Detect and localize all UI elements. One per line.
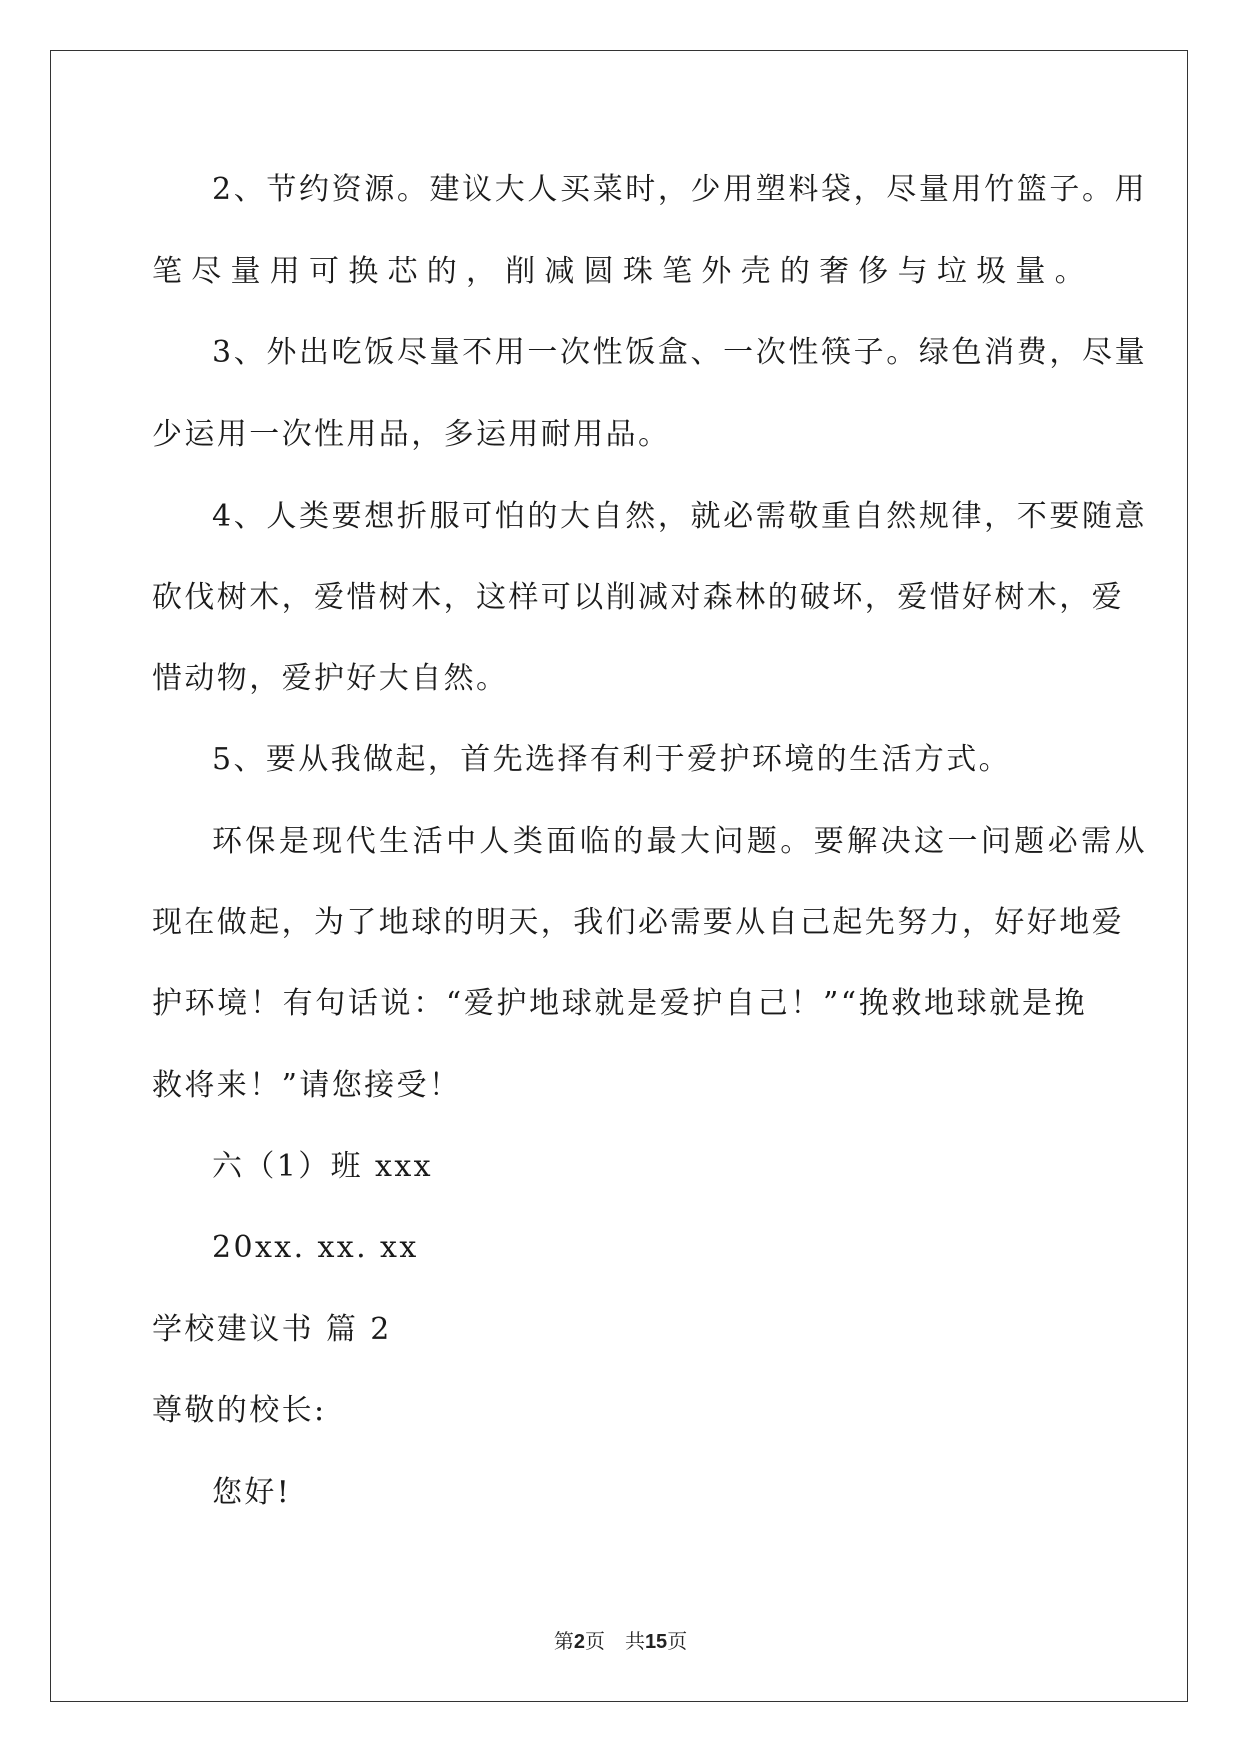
page-number: 2 [573, 1631, 585, 1653]
paragraph-line: 现在做起，为了地球的明天，我们必需要从自己起先努力，好好地爱 [152, 905, 1124, 940]
total-prefix: 共 [624, 1629, 645, 1653]
signature-class: 六（1）班 xxx [212, 1149, 433, 1184]
salutation: 尊敬的校长: [152, 1393, 327, 1428]
page-prefix: 第 [553, 1629, 574, 1653]
paragraph-line: 护环境！有句话说：“爱护地球就是爱护自己！”“挽救地球就是挽 [152, 986, 1087, 1021]
signature-date: 20xx. xx. xx [212, 1230, 419, 1265]
paragraph-line: 2、节约资源。建议大人买菜时，少用塑料袋，尽量用竹篮子。用 [212, 172, 1147, 207]
paragraph-line: 4、人类要想折服可怕的大自然，就必需敬重自然规律，不要随意 [212, 499, 1147, 534]
total-suffix: 页 [667, 1629, 688, 1653]
paragraph-line: 笔尽量用可换芯的，削减圆珠笔外壳的奢侈与垃圾量。 [152, 254, 1087, 289]
paragraph-line: 惜动物，爱护好大自然。 [152, 661, 509, 696]
page-footer [0, 1628, 1241, 1655]
total-pages: 15 [644, 1631, 668, 1653]
paragraph-line: 救将来！”请您接受！ [152, 1068, 462, 1103]
greeting: 您好! [212, 1475, 292, 1510]
paragraph-line: 砍伐树木，爱惜树木，这样可以削减对森林的破坏，爱惜好树木，爱 [152, 580, 1124, 615]
paragraph-line: 3、外出吃饭尽量不用一次性饭盒、一次性筷子。绿色消费，尽量 [212, 335, 1147, 370]
paragraph-line: 5、要从我做起，首先选择有利于爱护环境的生活方式。 [212, 742, 1012, 777]
paragraph-line: 环保是现代生活中人类面临的最大问题。要解决这一问题必需从 [212, 824, 1147, 859]
paragraph-line: 少运用一次性用品，多运用耐用品。 [152, 417, 671, 452]
page-border [50, 50, 1188, 1702]
page-suffix: 页 [584, 1629, 605, 1653]
section-heading: 学校建议书 篇 2 [152, 1312, 392, 1347]
